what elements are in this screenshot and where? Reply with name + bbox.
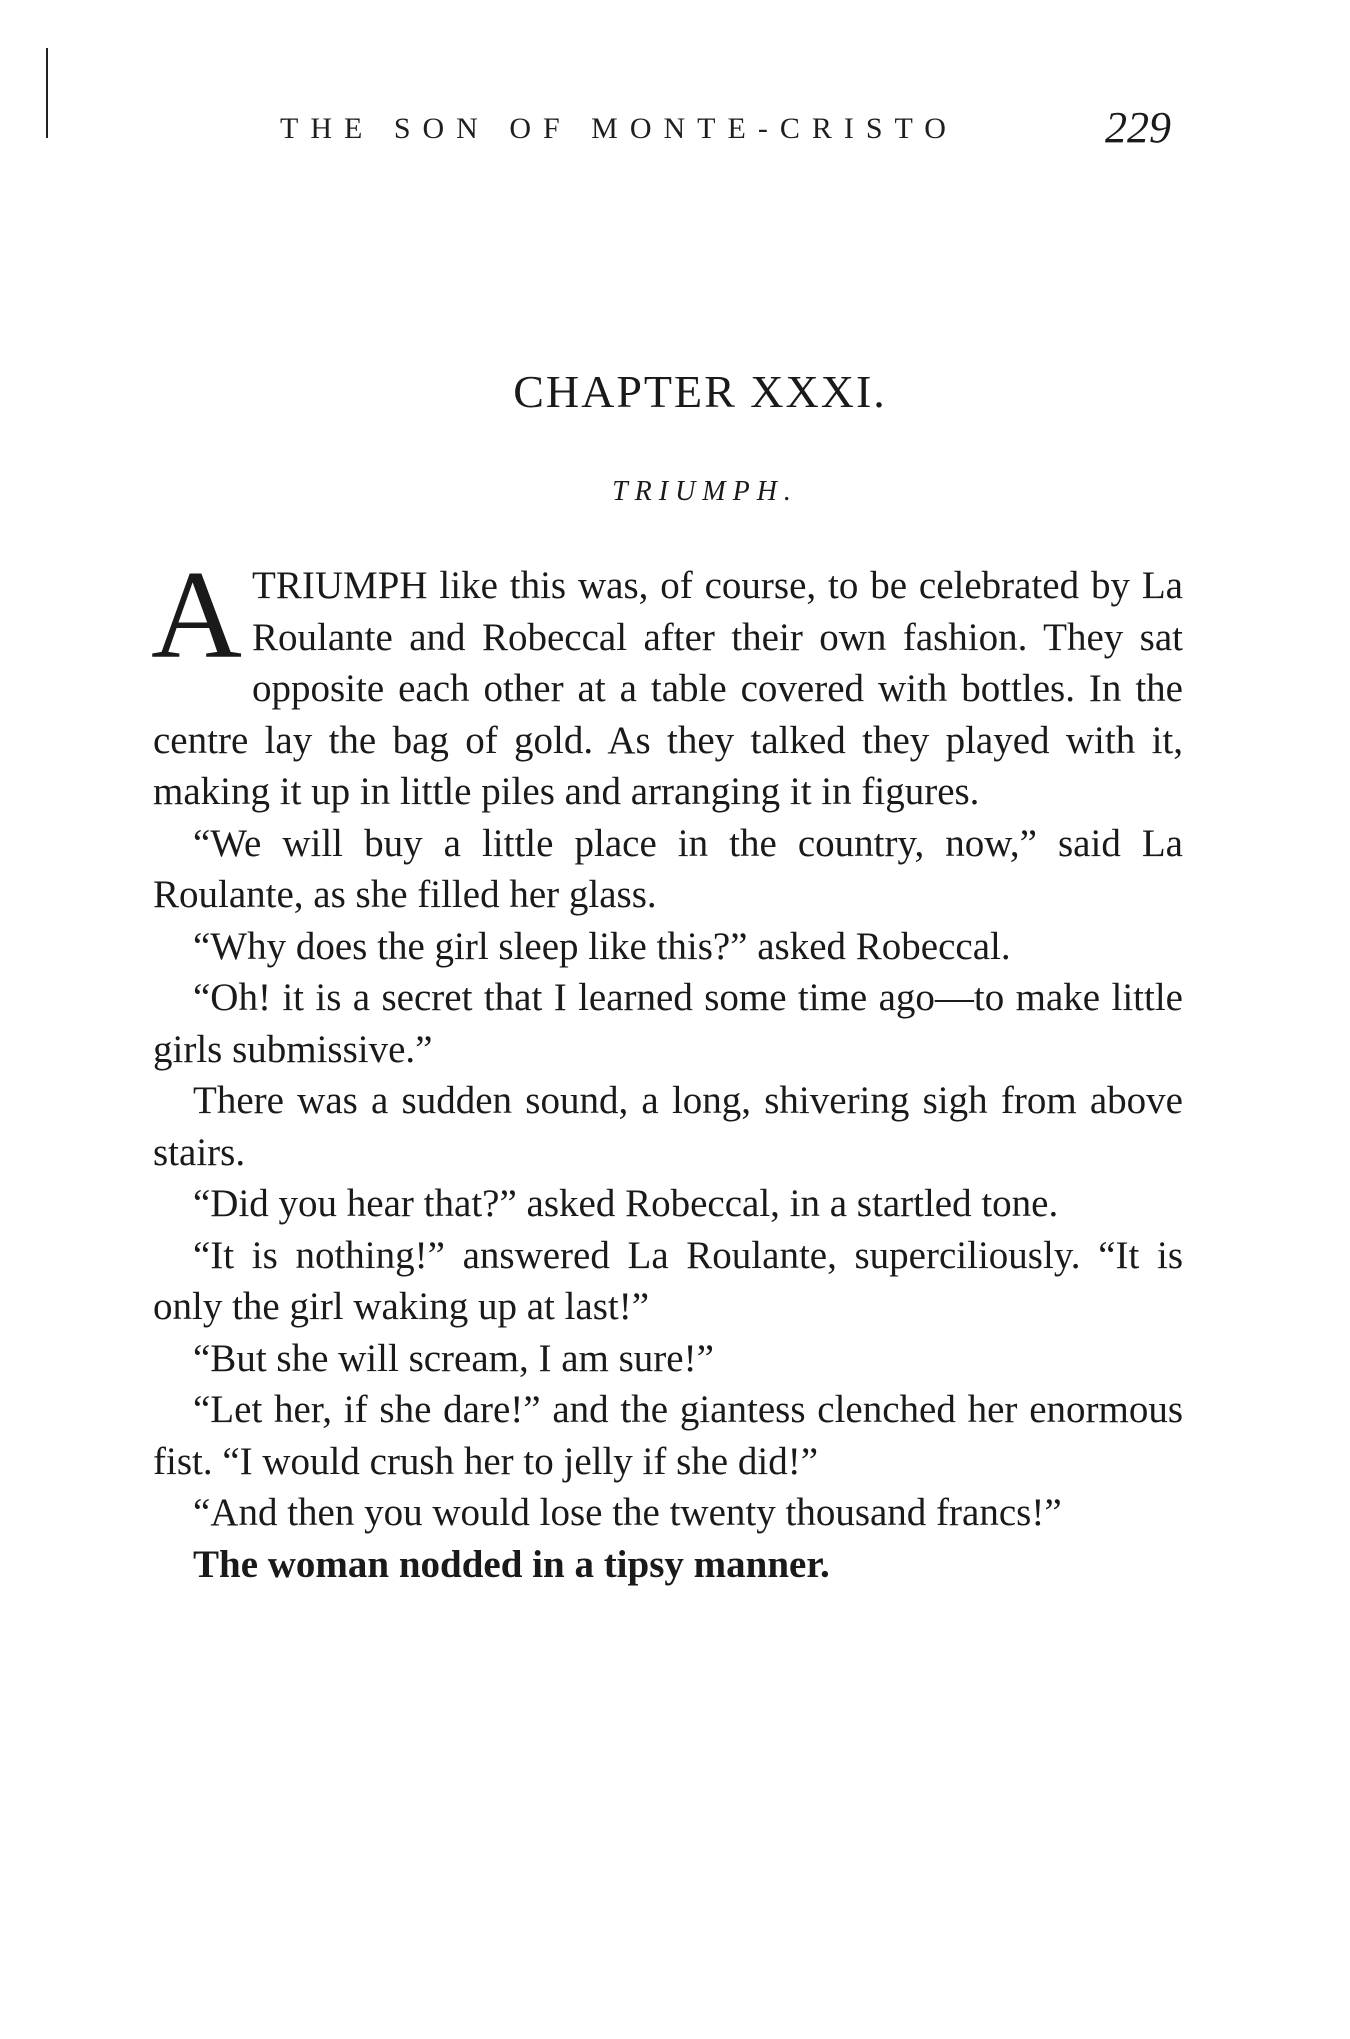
paragraph: There was a sudden sound, a long, shivering sigh from above stairs. (153, 1079, 1183, 1174)
paragraph: “Why does the girl sleep like this?” asked Robeccal. (193, 924, 1011, 968)
chapter-subtitle: TRIUMPH. (612, 476, 798, 507)
paragraph: The woman nodded in a tipsy manner. (193, 1542, 830, 1586)
running-header (280, 112, 1200, 146)
paragraph (151, 546, 1183, 818)
paragraph: “Oh! it is a secret that I learned some time ago—to make little girls submissive.” (153, 976, 1183, 1071)
paragraph: “We will buy a little place in the country, now,” said La Roulante, as she filled her glass. (153, 821, 1183, 916)
paragraph: “It is nothing!” answered La Roulante, superciliously. “It is only the girl waking up at last!” (153, 1233, 1183, 1328)
paragraph: “Let her, if she dare!” and the giantess clenched her enormous fist. “I would crush her to jelly if she did!” (153, 1388, 1183, 1483)
margin-mark (46, 48, 48, 138)
paragraph: “But she will scream, I am sure!” (193, 1336, 714, 1380)
drop-cap: A (151, 546, 242, 685)
paragraph: “Did you hear that?” asked Robeccal, in a startled tone. (193, 1182, 1059, 1225)
running-title: THE SON OF MONTE-CRISTO (280, 112, 958, 145)
page-number: 229 (1105, 103, 1171, 152)
paragraph: “And then you would lose the twenty thousand francs!” (193, 1491, 1062, 1534)
body-text (151, 546, 1183, 1590)
chapter-title: CHAPTER XXXI. (513, 366, 887, 417)
paragraph-text: TRIUMPH like this was, of course, to be celebrated by La Roulante and Robeccal after their own fashion. They sat opposite each other at a table covered with bottles. In the centre lay the bag of gold. As they talked they played with it, making it up in little piles and arranging it in figures. (153, 564, 1183, 813)
